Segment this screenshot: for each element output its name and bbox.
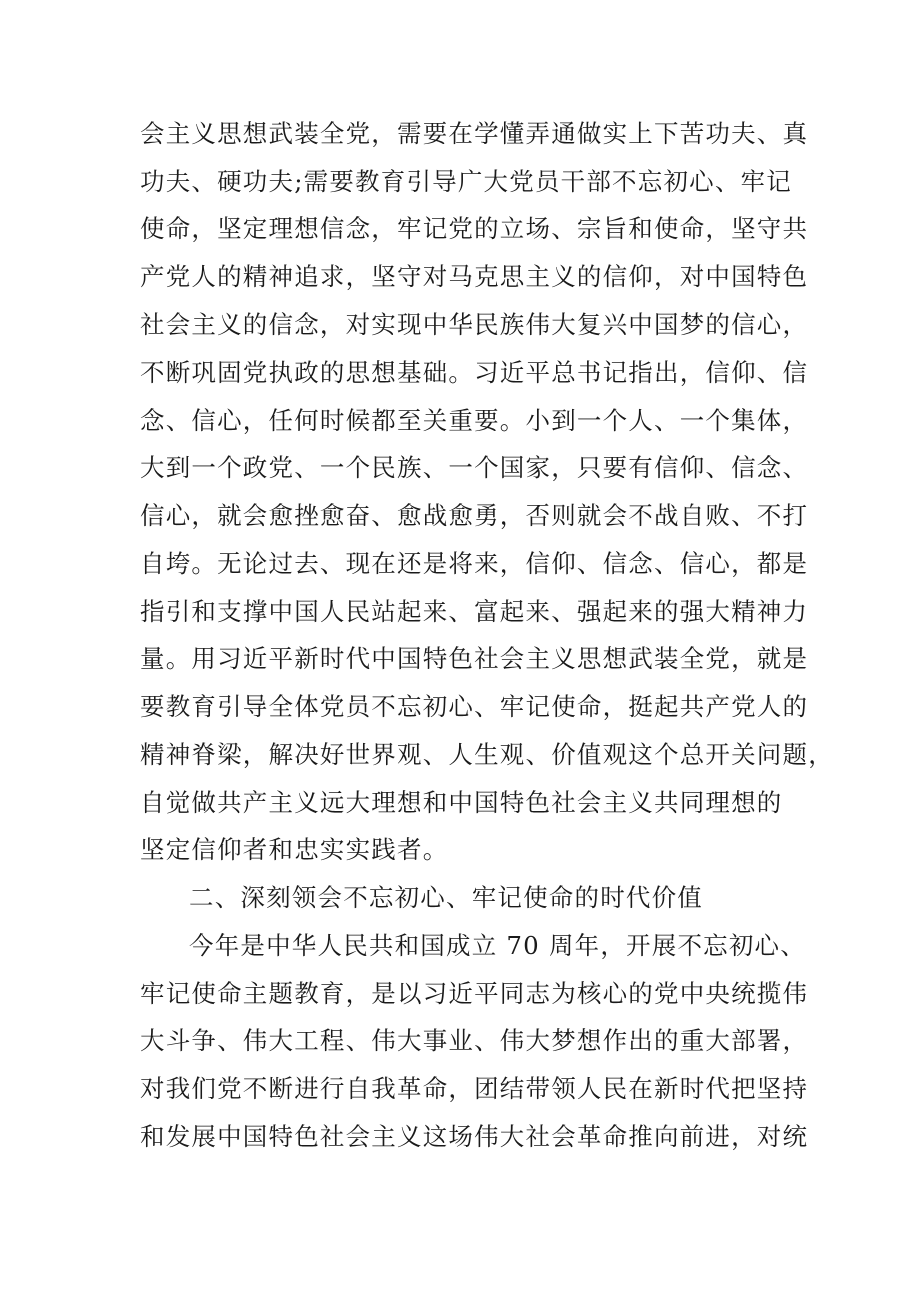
text-line: 今年是中华人民共和国成立 70 周年，开展不忘初心、 [189,931,806,960]
text-line: 牢记使命主题教育，是以习近平同志为核心的党中央统揽伟 [140,979,809,1008]
text-line: 不断巩固党执政的思想基础。习近平总书记指出，信仰、信 [140,358,809,387]
text-line: 会主义思想武装全党，需要在学懂弄通做实上下苦功夫、真 [140,119,809,148]
text-line: 信心，就会愈挫愈奋、愈战愈勇，否则就会不战自败、不打 [140,501,809,530]
text-line: 社会主义的信念，对实现中华民族伟大复兴中国梦的信心， [140,310,809,339]
text-line: 指引和支撑中国人民站起来、富起来、强起来的强大精神力 [140,597,809,626]
text-line: 和发展中国特色社会主义这场伟大社会革命推向前进，对统 [140,1122,809,1151]
text-line: 念、信心，任何时候都至关重要。小到一个人、一个集体， [140,406,809,435]
text-line: 量。用习近平新时代中国特色社会主义思想武装全党，就是 [140,644,809,673]
text-line: 自垮。无论过去、现在还是将来，信仰、信念、信心，都是 [140,549,809,578]
text-line: 大到一个政党、一个民族、一个国家，只要有信仰、信念、 [140,453,809,482]
text-line: 坚定信仰者和忠实实践者。 [140,835,449,864]
text-line: 产党人的精神追求，坚守对马克思主义的信仰，对中国特色 [140,262,809,291]
text-line: 精神脊梁，解决好世界观、人生观、价值观这个总开关问题， [140,740,834,769]
text-line: 功夫、硬功夫;需要教育引导广大党员干部不忘初心、牢记 [140,167,792,196]
text-line: 大斗争、伟大工程、伟大事业、伟大梦想作出的重大部署， [140,1026,809,1055]
text-line: 使命，坚定理想信念，牢记党的立场、宗旨和使命，坚守共 [140,214,809,243]
section-heading: 二、深刻领会不忘初心、牢记使命的时代价值 [189,883,703,912]
text-line: 自觉做共产主义远大理想和中国特色社会主义共同理想的 [140,788,783,817]
text-line: 对我们党不断进行自我革命，团结带领人民在新时代把坚持 [140,1074,809,1103]
text-line: 要教育引导全体党员不忘初心、牢记使命，挺起共产党人的 [140,692,809,721]
